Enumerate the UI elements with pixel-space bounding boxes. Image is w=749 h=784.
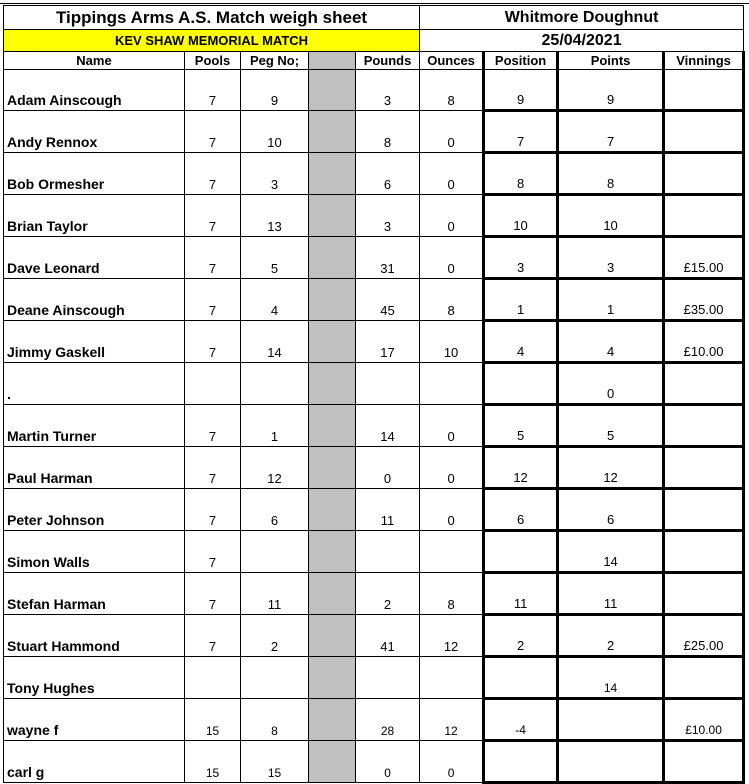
cell-pounds[interactable]: 3 bbox=[356, 70, 420, 111]
cell-pounds[interactable]: 45 bbox=[356, 279, 420, 321]
col-header-peg[interactable]: Peg No; bbox=[241, 52, 309, 70]
cell-points[interactable]: 4 bbox=[558, 321, 664, 363]
cell-spacer[interactable] bbox=[309, 279, 356, 321]
cell-name[interactable]: wayne f bbox=[4, 699, 185, 741]
cell-spacer[interactable] bbox=[309, 489, 356, 531]
cell-pounds[interactable]: 0 bbox=[356, 447, 420, 489]
table-row bbox=[4, 489, 744, 531]
cell-position[interactable] bbox=[484, 363, 558, 405]
cell-peg[interactable]: 1 bbox=[241, 405, 309, 447]
cell-ounces[interactable]: 0 bbox=[420, 237, 484, 279]
cell-pounds[interactable] bbox=[356, 657, 420, 699]
col-header-winnings[interactable]: Vinnings bbox=[664, 52, 744, 70]
table-row bbox=[4, 153, 744, 195]
col-header-pools[interactable]: Pools bbox=[185, 52, 241, 70]
table-row bbox=[4, 741, 744, 783]
cell-name[interactable]: . bbox=[4, 363, 185, 405]
cell-pools[interactable]: 7 bbox=[185, 237, 241, 279]
cell-position[interactable]: 9 bbox=[484, 70, 558, 111]
cell-position[interactable]: 10 bbox=[484, 195, 558, 237]
table-row bbox=[4, 657, 744, 699]
table-row bbox=[4, 321, 744, 363]
cell-name[interactable]: Deane Ainscough bbox=[4, 279, 185, 321]
cell-winnings[interactable] bbox=[664, 195, 744, 237]
table-row bbox=[4, 111, 744, 153]
cell-pools[interactable]: 7 bbox=[185, 321, 241, 363]
cell-spacer[interactable] bbox=[309, 111, 356, 153]
cell-position[interactable]: 3 bbox=[484, 237, 558, 279]
cell-peg[interactable]: 11 bbox=[241, 573, 309, 615]
cell-position[interactable]: 6 bbox=[484, 489, 558, 531]
cell-pools[interactable]: 7 bbox=[185, 279, 241, 321]
col-header-name[interactable]: Name bbox=[4, 52, 185, 70]
table-row bbox=[4, 195, 744, 237]
col-header-spacer[interactable] bbox=[309, 52, 356, 70]
cell-ounces[interactable]: 0 bbox=[420, 195, 484, 237]
cell-position[interactable]: 7 bbox=[484, 111, 558, 153]
cell-ounces[interactable] bbox=[420, 363, 484, 405]
cell-peg[interactable]: 3 bbox=[241, 153, 309, 195]
cell-ounces[interactable]: 0 bbox=[420, 153, 484, 195]
cell-peg[interactable]: 10 bbox=[241, 111, 309, 153]
table-row bbox=[4, 363, 744, 405]
cell-points[interactable]: 5 bbox=[558, 405, 664, 447]
cell-pools[interactable]: 15 bbox=[185, 741, 241, 783]
cell-name[interactable]: Adam Ainscough bbox=[4, 70, 185, 111]
cell-spacer[interactable] bbox=[309, 615, 356, 657]
cell-spacer[interactable] bbox=[309, 657, 356, 699]
cell-peg[interactable]: 14 bbox=[241, 321, 309, 363]
cell-pools[interactable]: 7 bbox=[185, 405, 241, 447]
cell-points[interactable] bbox=[558, 699, 664, 741]
cell-position[interactable]: 11 bbox=[484, 573, 558, 615]
cell-name[interactable]: carl g bbox=[4, 741, 185, 783]
cell-pounds[interactable] bbox=[356, 363, 420, 405]
cell-pounds[interactable]: 8 bbox=[356, 111, 420, 153]
cell-points[interactable]: 2 bbox=[558, 615, 664, 657]
cell-points[interactable]: 7 bbox=[558, 111, 664, 153]
cell-ounces[interactable]: 0 bbox=[420, 489, 484, 531]
cell-winnings[interactable]: £35.00 bbox=[664, 279, 744, 321]
cell-points[interactable]: 11 bbox=[558, 573, 664, 615]
table-row bbox=[4, 699, 744, 741]
cell-winnings[interactable] bbox=[664, 111, 744, 153]
cell-peg[interactable]: 13 bbox=[241, 195, 309, 237]
cell-name[interactable]: Andy Rennox bbox=[4, 111, 185, 153]
cell-winnings[interactable]: £10.00 bbox=[664, 699, 744, 741]
cell-pounds[interactable] bbox=[356, 531, 420, 573]
cell-pounds[interactable]: 11 bbox=[356, 489, 420, 531]
cell-name[interactable]: Stefan Harman bbox=[4, 573, 185, 615]
cell-position[interactable]: 12 bbox=[484, 447, 558, 489]
sheet-title[interactable]: Tippings Arms A.S. Match weigh sheet bbox=[4, 6, 420, 30]
cell-points[interactable]: 14 bbox=[558, 531, 664, 573]
weigh-sheet-table bbox=[3, 5, 745, 784]
cell-pools[interactable]: 7 bbox=[185, 195, 241, 237]
table-row bbox=[4, 237, 744, 279]
cell-spacer[interactable] bbox=[309, 447, 356, 489]
cell-points[interactable]: 9 bbox=[558, 70, 664, 111]
cell-winnings[interactable]: £15.00 bbox=[664, 237, 744, 279]
top-gridline bbox=[0, 0, 749, 4]
cell-position[interactable] bbox=[484, 657, 558, 699]
cell-spacer[interactable] bbox=[309, 741, 356, 783]
cell-winnings[interactable]: £25.00 bbox=[664, 615, 744, 657]
cell-ounces[interactable] bbox=[420, 657, 484, 699]
cell-ounces[interactable]: 12 bbox=[420, 699, 484, 741]
cell-winnings[interactable] bbox=[664, 741, 744, 783]
cell-name[interactable]: Stuart Hammond bbox=[4, 615, 185, 657]
cell-name[interactable]: Bob Ormesher bbox=[4, 153, 185, 195]
cell-pools[interactable]: 15 bbox=[185, 699, 241, 741]
cell-name[interactable]: Simon Walls bbox=[4, 531, 185, 573]
cell-spacer[interactable] bbox=[309, 699, 356, 741]
col-header-pounds[interactable]: Pounds bbox=[356, 52, 420, 70]
cell-winnings[interactable] bbox=[664, 573, 744, 615]
table-row bbox=[4, 405, 744, 447]
cell-position[interactable]: 4 bbox=[484, 321, 558, 363]
col-header-ounces[interactable]: Ounces bbox=[420, 52, 484, 70]
cell-winnings[interactable] bbox=[664, 447, 744, 489]
cell-peg[interactable]: 5 bbox=[241, 237, 309, 279]
cell-pools[interactable] bbox=[185, 657, 241, 699]
cell-points[interactable]: 10 bbox=[558, 195, 664, 237]
cell-spacer[interactable] bbox=[309, 321, 356, 363]
table-row bbox=[4, 70, 744, 111]
cell-pounds[interactable]: 17 bbox=[356, 321, 420, 363]
cell-position[interactable]: 5 bbox=[484, 405, 558, 447]
cell-position[interactable]: -4 bbox=[484, 699, 558, 741]
cell-ounces[interactable]: 8 bbox=[420, 70, 484, 111]
cell-winnings[interactable] bbox=[664, 70, 744, 111]
cell-points[interactable] bbox=[558, 741, 664, 783]
cell-pounds[interactable]: 6 bbox=[356, 153, 420, 195]
cell-name[interactable]: Brian Taylor bbox=[4, 195, 185, 237]
cell-pools[interactable]: 7 bbox=[185, 615, 241, 657]
cell-winnings[interactable] bbox=[664, 363, 744, 405]
cell-ounces[interactable]: 0 bbox=[420, 447, 484, 489]
cell-ounces[interactable]: 0 bbox=[420, 111, 484, 153]
table-row bbox=[4, 531, 744, 573]
cell-spacer[interactable] bbox=[309, 363, 356, 405]
cell-position[interactable]: 1 bbox=[484, 279, 558, 321]
cell-name[interactable]: Peter Johnson bbox=[4, 489, 185, 531]
cell-winnings[interactable] bbox=[664, 657, 744, 699]
cell-name[interactable]: Jimmy Gaskell bbox=[4, 321, 185, 363]
table-row bbox=[4, 615, 744, 657]
cell-name[interactable]: Tony Hughes bbox=[4, 657, 185, 699]
cell-peg[interactable]: 9 bbox=[241, 70, 309, 111]
table-row bbox=[4, 447, 744, 489]
cell-spacer[interactable] bbox=[309, 405, 356, 447]
match-date[interactable]: 25/04/2021 bbox=[420, 30, 744, 52]
col-header-points[interactable]: Points bbox=[558, 52, 664, 70]
cell-position[interactable] bbox=[484, 531, 558, 573]
match-name[interactable]: KEV SHAW MEMORIAL MATCH bbox=[4, 30, 420, 52]
cell-ounces[interactable]: 0 bbox=[420, 741, 484, 783]
cell-spacer[interactable] bbox=[309, 573, 356, 615]
cell-points[interactable]: 12 bbox=[558, 447, 664, 489]
cell-ounces[interactable]: 8 bbox=[420, 573, 484, 615]
venue-name[interactable]: Whitmore Doughnut bbox=[420, 6, 744, 30]
cell-points[interactable]: 3 bbox=[558, 237, 664, 279]
cell-pools[interactable]: 7 bbox=[185, 111, 241, 153]
cell-name[interactable]: Paul Harman bbox=[4, 447, 185, 489]
cell-winnings[interactable] bbox=[664, 531, 744, 573]
cell-peg[interactable]: 4 bbox=[241, 279, 309, 321]
cell-position[interactable] bbox=[484, 741, 558, 783]
cell-pools[interactable]: 7 bbox=[185, 531, 241, 573]
cell-ounces[interactable] bbox=[420, 531, 484, 573]
cell-spacer[interactable] bbox=[309, 237, 356, 279]
cell-position[interactable]: 8 bbox=[484, 153, 558, 195]
col-header-position[interactable]: Position bbox=[484, 52, 558, 70]
cell-pounds[interactable]: 3 bbox=[356, 195, 420, 237]
cell-peg[interactable] bbox=[241, 657, 309, 699]
cell-peg[interactable]: 2 bbox=[241, 615, 309, 657]
cell-name[interactable]: Dave Leonard bbox=[4, 237, 185, 279]
cell-peg[interactable] bbox=[241, 363, 309, 405]
cell-pounds[interactable]: 14 bbox=[356, 405, 420, 447]
cell-pools[interactable]: 7 bbox=[185, 447, 241, 489]
cell-winnings[interactable] bbox=[664, 489, 744, 531]
cell-points[interactable]: 8 bbox=[558, 153, 664, 195]
cell-points[interactable]: 6 bbox=[558, 489, 664, 531]
cell-ounces[interactable]: 0 bbox=[420, 405, 484, 447]
cell-peg[interactable]: 8 bbox=[241, 699, 309, 741]
cell-winnings[interactable]: £10.00 bbox=[664, 321, 744, 363]
cell-pools[interactable]: 7 bbox=[185, 573, 241, 615]
cell-ounces[interactable]: 10 bbox=[420, 321, 484, 363]
cell-pools[interactable]: 7 bbox=[185, 153, 241, 195]
cell-spacer[interactable] bbox=[309, 531, 356, 573]
cell-points[interactable]: 0 bbox=[558, 363, 664, 405]
cell-points[interactable]: 1 bbox=[558, 279, 664, 321]
cell-pools[interactable]: 7 bbox=[185, 70, 241, 111]
cell-peg[interactable]: 12 bbox=[241, 447, 309, 489]
cell-position[interactable]: 2 bbox=[484, 615, 558, 657]
cell-spacer[interactable] bbox=[309, 195, 356, 237]
cell-ounces[interactable]: 12 bbox=[420, 615, 484, 657]
cell-pounds[interactable]: 0 bbox=[356, 741, 420, 783]
cell-ounces[interactable]: 8 bbox=[420, 279, 484, 321]
cell-winnings[interactable] bbox=[664, 153, 744, 195]
cell-peg[interactable]: 15 bbox=[241, 741, 309, 783]
table-row bbox=[4, 279, 744, 321]
cell-points[interactable]: 14 bbox=[558, 657, 664, 699]
cell-name[interactable]: Martin Turner bbox=[4, 405, 185, 447]
cell-winnings[interactable] bbox=[664, 405, 744, 447]
table-row bbox=[4, 573, 744, 615]
cell-pounds[interactable]: 28 bbox=[356, 699, 420, 741]
cell-pounds[interactable]: 41 bbox=[356, 615, 420, 657]
cell-spacer[interactable] bbox=[309, 153, 356, 195]
cell-pools[interactable]: 7 bbox=[185, 489, 241, 531]
cell-pounds[interactable]: 31 bbox=[356, 237, 420, 279]
cell-spacer[interactable] bbox=[309, 70, 356, 111]
cell-peg[interactable] bbox=[241, 531, 309, 573]
cell-peg[interactable]: 6 bbox=[241, 489, 309, 531]
cell-pounds[interactable]: 2 bbox=[356, 573, 420, 615]
cell-pools[interactable] bbox=[185, 363, 241, 405]
